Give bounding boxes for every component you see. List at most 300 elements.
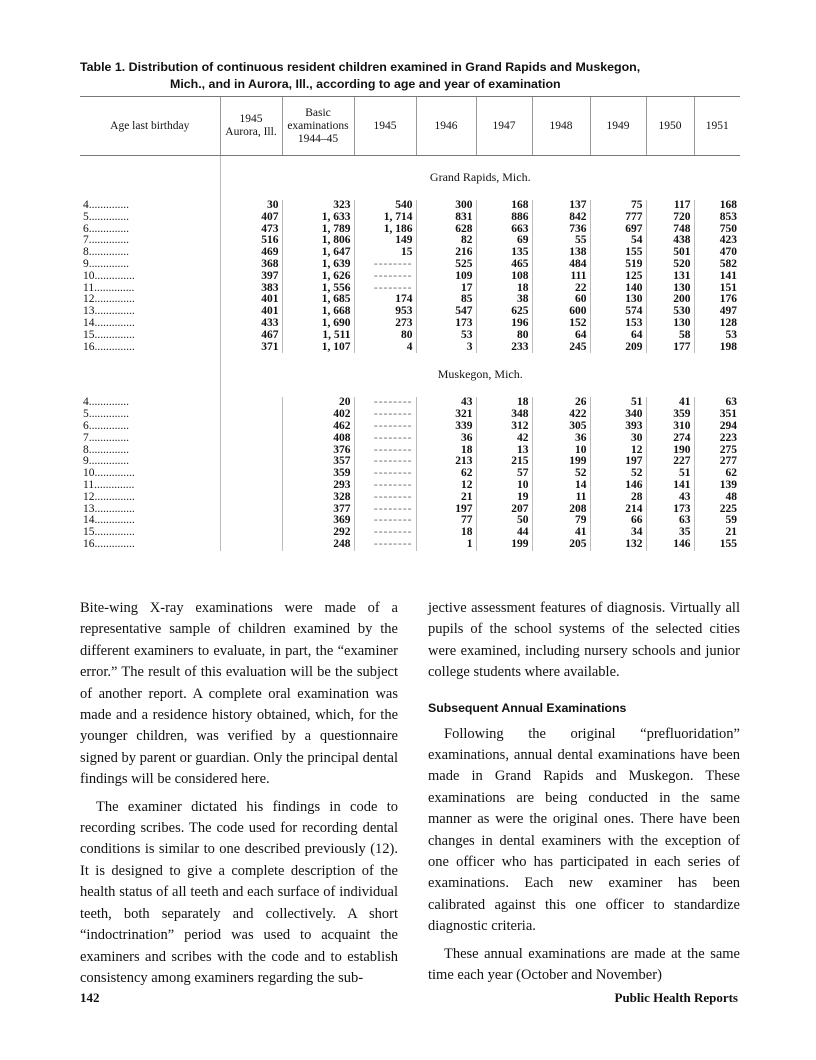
value-cell: 48 [694, 492, 740, 504]
age-cell: 12.............. [83, 293, 135, 306]
value-cell: 18 [476, 283, 532, 295]
value-cell: 407 [220, 212, 282, 224]
table-row [80, 492, 740, 504]
age-cell: 11.............. [83, 281, 135, 294]
value-cell: 1, 186 [354, 224, 416, 236]
value-cell: 376 [282, 445, 354, 457]
value-cell: 30 [220, 200, 282, 212]
value-cell: 520 [646, 259, 694, 271]
value-cell: 233 [476, 342, 532, 354]
value-cell: 152 [532, 318, 590, 330]
value-cell: 328 [282, 492, 354, 504]
value-cell: 300 [416, 200, 476, 212]
table-row [80, 259, 740, 271]
value-cell: 18 [416, 445, 476, 457]
value-cell: 57 [476, 468, 532, 480]
value-cell: 1, 690 [282, 318, 354, 330]
value-cell: 369 [282, 515, 354, 527]
value-cell: 519 [590, 259, 646, 271]
value-cell [220, 445, 282, 457]
value-cell: 540 [354, 200, 416, 212]
empty-cell [80, 353, 220, 397]
value-cell: -------- [354, 456, 416, 468]
age-cell: 4.............. [83, 199, 129, 211]
value-cell: 58 [646, 330, 694, 342]
column-header: Basic examinations 1944–45 [282, 97, 354, 156]
table-row [80, 342, 740, 354]
age-cell: 9.............. [83, 455, 129, 468]
value-cell: 625 [476, 306, 532, 318]
value-cell: 371 [220, 342, 282, 354]
table-row [80, 330, 740, 342]
value-cell: 173 [646, 504, 694, 516]
value-cell: 953 [354, 306, 416, 318]
value-cell: 174 [354, 294, 416, 306]
value-cell: 141 [646, 480, 694, 492]
age-cell: 8.............. [83, 443, 129, 456]
value-cell: 69 [476, 235, 532, 247]
value-cell: 208 [532, 504, 590, 516]
value-cell: 227 [646, 456, 694, 468]
value-cell: 383 [220, 283, 282, 295]
value-cell: 1, 668 [282, 306, 354, 318]
age-cell: 15.............. [83, 526, 135, 539]
table-row [80, 539, 740, 551]
value-cell: 22 [532, 283, 590, 295]
value-cell: 275 [694, 445, 740, 457]
value-cell: 348 [476, 409, 532, 421]
column-header: 1945 [354, 97, 416, 156]
age-cell: 5.............. [83, 210, 129, 223]
value-cell: 85 [416, 294, 476, 306]
column-header: Age last birthday [80, 97, 220, 156]
age-cell: 13.............. [83, 305, 135, 318]
value-cell: 359 [282, 468, 354, 480]
age-cell: 6.............. [83, 419, 129, 432]
value-cell: 1, 806 [282, 235, 354, 247]
value-cell: -------- [354, 468, 416, 480]
value-cell: -------- [354, 397, 416, 409]
value-cell: 853 [694, 212, 740, 224]
value-cell: 36 [532, 433, 590, 445]
value-cell: 530 [646, 306, 694, 318]
value-cell: 30 [590, 433, 646, 445]
value-cell: 736 [532, 224, 590, 236]
table-bottom-spacer [80, 551, 740, 565]
value-cell: 213 [416, 456, 476, 468]
value-cell: 777 [590, 212, 646, 224]
age-cell: 14.............. [83, 514, 135, 527]
value-cell: 497 [694, 306, 740, 318]
value-cell: 207 [476, 504, 532, 516]
value-cell: 10 [476, 480, 532, 492]
value-cell: 750 [694, 224, 740, 236]
value-cell: 248 [282, 539, 354, 551]
value-cell: 1, 789 [282, 224, 354, 236]
value-cell: -------- [354, 271, 416, 283]
journal-name: Public Health Reports [614, 990, 738, 1005]
value-cell: 41 [532, 527, 590, 539]
value-cell: 146 [646, 539, 694, 551]
data-table [80, 96, 740, 565]
value-cell: 137 [532, 200, 590, 212]
value-cell: -------- [354, 433, 416, 445]
value-cell: 177 [646, 342, 694, 354]
value-cell: 305 [532, 421, 590, 433]
value-cell: 62 [416, 468, 476, 480]
value-cell: 43 [416, 397, 476, 409]
value-cell: -------- [354, 515, 416, 527]
value-cell: 697 [590, 224, 646, 236]
value-cell: -------- [354, 445, 416, 457]
value-cell: 408 [282, 433, 354, 445]
value-cell: 600 [532, 306, 590, 318]
value-cell: 44 [476, 527, 532, 539]
right-text-column [428, 598, 740, 987]
value-cell: 80 [354, 330, 416, 342]
value-cell: 15 [354, 247, 416, 259]
value-cell: -------- [354, 539, 416, 551]
value-cell: 470 [694, 247, 740, 259]
value-cell: 574 [590, 306, 646, 318]
value-cell: 82 [416, 235, 476, 247]
value-cell: 1, 626 [282, 271, 354, 283]
value-cell: -------- [354, 492, 416, 504]
value-cell: 214 [590, 504, 646, 516]
value-cell: 79 [532, 515, 590, 527]
column-header: 1948 [532, 97, 590, 156]
value-cell [220, 504, 282, 516]
column-header: 1946 [416, 97, 476, 156]
value-cell: 17 [416, 283, 476, 295]
table-row [80, 318, 740, 330]
value-cell: 323 [282, 200, 354, 212]
value-cell: 312 [476, 421, 532, 433]
value-cell: 225 [694, 504, 740, 516]
value-cell: 128 [694, 318, 740, 330]
value-cell: 155 [694, 539, 740, 551]
value-cell: 438 [646, 235, 694, 247]
value-cell: 53 [416, 330, 476, 342]
value-cell: 1, 647 [282, 247, 354, 259]
value-cell: 1, 639 [282, 259, 354, 271]
value-cell: 433 [220, 318, 282, 330]
value-cell: 66 [590, 515, 646, 527]
value-cell: 50 [476, 515, 532, 527]
value-cell: 138 [532, 247, 590, 259]
value-cell [220, 527, 282, 539]
value-cell: 64 [532, 330, 590, 342]
value-cell: 54 [590, 235, 646, 247]
value-cell: 501 [646, 247, 694, 259]
value-cell: 20 [282, 397, 354, 409]
value-cell: 321 [416, 409, 476, 421]
value-cell: 1 [416, 539, 476, 551]
value-cell: 1, 556 [282, 283, 354, 295]
table-row [80, 271, 740, 283]
value-cell [220, 468, 282, 480]
table-row [80, 421, 740, 433]
value-cell: 111 [532, 271, 590, 283]
section-label: Grand Rapids, Mich. [220, 156, 740, 201]
value-cell: 155 [590, 247, 646, 259]
value-cell: 216 [416, 247, 476, 259]
value-cell [220, 515, 282, 527]
value-cell: 36 [416, 433, 476, 445]
value-cell: 75 [590, 200, 646, 212]
value-cell: 198 [694, 342, 740, 354]
value-cell: 274 [646, 433, 694, 445]
value-cell: 140 [590, 283, 646, 295]
value-cell: 51 [590, 397, 646, 409]
paragraph: These annual examinations are made at the same time each year (October and November) [428, 945, 740, 984]
column-header: 1949 [590, 97, 646, 156]
value-cell [220, 492, 282, 504]
value-cell [220, 421, 282, 433]
value-cell: 748 [646, 224, 694, 236]
value-cell: 168 [694, 200, 740, 212]
value-cell: 18 [416, 527, 476, 539]
value-cell: 473 [220, 224, 282, 236]
value-cell: 273 [354, 318, 416, 330]
value-cell: 10 [532, 445, 590, 457]
age-cell: 16.............. [83, 340, 135, 353]
age-cell: 12.............. [83, 490, 135, 503]
value-cell: 64 [590, 330, 646, 342]
age-cell: 10.............. [83, 467, 135, 480]
value-cell: 196 [476, 318, 532, 330]
value-cell: 199 [476, 539, 532, 551]
value-cell: 4 [354, 342, 416, 354]
value-cell: 62 [694, 468, 740, 480]
value-cell: 60 [532, 294, 590, 306]
age-cell: 4.............. [83, 396, 129, 409]
value-cell: 340 [590, 409, 646, 421]
table-title-line-1: Table 1. Distribution of continuous resident children examined in Grand Rapids and Muskegon, [80, 60, 641, 74]
value-cell: 368 [220, 259, 282, 271]
value-cell: 393 [590, 421, 646, 433]
value-cell: 52 [590, 468, 646, 480]
value-cell [220, 433, 282, 445]
value-cell: 19 [476, 492, 532, 504]
column-header: 1947 [476, 97, 532, 156]
value-cell: 223 [694, 433, 740, 445]
value-cell: 1, 633 [282, 212, 354, 224]
age-cell: 15.............. [83, 328, 135, 341]
table-title-line-2: Mich., and in Aurora, Ill., according to age and year of examination [170, 77, 561, 91]
value-cell: 294 [694, 421, 740, 433]
value-cell [220, 456, 282, 468]
table-row [80, 433, 740, 445]
value-cell: 43 [646, 492, 694, 504]
age-cell: 9.............. [83, 257, 129, 270]
value-cell: 465 [476, 259, 532, 271]
column-header: 1951 [694, 97, 740, 156]
value-cell: 109 [416, 271, 476, 283]
value-cell: 26 [532, 397, 590, 409]
value-cell: 199 [532, 456, 590, 468]
value-cell [220, 397, 282, 409]
age-cell: 8.............. [83, 246, 129, 259]
value-cell: 34 [590, 527, 646, 539]
value-cell: 292 [282, 527, 354, 539]
value-cell: 197 [416, 504, 476, 516]
value-cell: 168 [476, 200, 532, 212]
value-cell: 339 [416, 421, 476, 433]
value-cell: 402 [282, 409, 354, 421]
value-cell: -------- [354, 409, 416, 421]
table-row [80, 212, 740, 224]
value-cell: 209 [590, 342, 646, 354]
value-cell: 42 [476, 433, 532, 445]
value-cell: 582 [694, 259, 740, 271]
value-cell [220, 409, 282, 421]
value-cell: 293 [282, 480, 354, 492]
value-cell: 359 [646, 409, 694, 421]
value-cell: 21 [416, 492, 476, 504]
value-cell: 135 [476, 247, 532, 259]
value-cell: 12 [416, 480, 476, 492]
value-cell: 525 [416, 259, 476, 271]
age-cell: 11.............. [83, 478, 135, 491]
value-cell: 205 [532, 539, 590, 551]
value-cell: 401 [220, 294, 282, 306]
value-cell: 377 [282, 504, 354, 516]
value-cell: 21 [694, 527, 740, 539]
age-cell: 6.............. [83, 222, 129, 235]
value-cell: 14 [532, 480, 590, 492]
value-cell: 423 [694, 235, 740, 247]
value-cell: 131 [646, 271, 694, 283]
value-cell: 52 [532, 468, 590, 480]
value-cell: 12 [590, 445, 646, 457]
value-cell: -------- [354, 504, 416, 516]
column-header: 1950 [646, 97, 694, 156]
value-cell: 41 [646, 397, 694, 409]
value-cell: 1, 714 [354, 212, 416, 224]
age-cell: 7.............. [83, 431, 129, 444]
value-cell: 130 [646, 318, 694, 330]
value-cell: 310 [646, 421, 694, 433]
value-cell: 35 [646, 527, 694, 539]
value-cell: 13 [476, 445, 532, 457]
value-cell: 80 [476, 330, 532, 342]
value-cell: 357 [282, 456, 354, 468]
value-cell: 3 [416, 342, 476, 354]
value-cell: 28 [590, 492, 646, 504]
value-cell: 176 [694, 294, 740, 306]
value-cell: 351 [694, 409, 740, 421]
value-cell: 663 [476, 224, 532, 236]
value-cell: 117 [646, 200, 694, 212]
paragraph: The examiner dictated his findings in code to recording scribes. The code used for recording dental conditions is similar to one described previously (12). It is designed to give a complete description of the health status of all teeth and each surface of individual teeth, both separately and collectively. A short “indoctrination” period was used to acquaint the examiners and scribes with the code and to establish consistency among examiners regarding the sub- [80, 798, 398, 986]
section-heading: Subsequent Annual Examinations [428, 700, 627, 715]
left-text-column [80, 598, 398, 989]
value-cell: 200 [646, 294, 694, 306]
paragraph: jective assessment features of diagnosis. Virtually all pupils of the school systems of the selected cities were examined, including nursery schools and junior college students where available. [428, 600, 740, 681]
value-cell: 38 [476, 294, 532, 306]
paragraph: Bite-wing X-ray examinations were made of a representative sample of children examined by the different examiners to evaluate, in part, the “examiner error.” The result of this evaluation will be the subject of another report. A complete oral examination was made and a residence history obtained, which, for the younger children, was verified by a questionnaire signed by parent or guardian. Only the principal dental findings will be considered here. [80, 600, 398, 788]
value-cell: 190 [646, 445, 694, 457]
value-cell: 18 [476, 397, 532, 409]
value-cell: 467 [220, 330, 282, 342]
value-cell: 1, 685 [282, 294, 354, 306]
value-cell: 146 [590, 480, 646, 492]
value-cell: 53 [694, 330, 740, 342]
value-cell: 130 [646, 283, 694, 295]
value-cell: 151 [694, 283, 740, 295]
value-cell: 842 [532, 212, 590, 224]
value-cell: 125 [590, 271, 646, 283]
age-cell: 5.............. [83, 408, 129, 421]
value-cell: -------- [354, 259, 416, 271]
value-cell: -------- [354, 480, 416, 492]
value-cell: 59 [694, 515, 740, 527]
value-cell: 469 [220, 247, 282, 259]
value-cell: 516 [220, 235, 282, 247]
value-cell: 149 [354, 235, 416, 247]
value-cell: 141 [694, 271, 740, 283]
value-cell: 139 [694, 480, 740, 492]
value-cell: 108 [476, 271, 532, 283]
value-cell: 63 [694, 397, 740, 409]
value-cell: 245 [532, 342, 590, 354]
value-cell: 173 [416, 318, 476, 330]
value-cell: 462 [282, 421, 354, 433]
value-cell: 484 [532, 259, 590, 271]
value-cell [220, 539, 282, 551]
age-cell: 13.............. [83, 502, 135, 515]
age-cell: 16.............. [83, 537, 135, 550]
value-cell: 547 [416, 306, 476, 318]
value-cell: 720 [646, 212, 694, 224]
value-cell: 11 [532, 492, 590, 504]
table-title [80, 59, 640, 93]
value-cell: 1, 511 [282, 330, 354, 342]
empty-cell [80, 156, 220, 201]
value-cell: 63 [646, 515, 694, 527]
value-cell: 401 [220, 306, 282, 318]
value-cell: 831 [416, 212, 476, 224]
value-cell: 422 [532, 409, 590, 421]
value-cell: -------- [354, 421, 416, 433]
age-cell: 7.............. [83, 234, 129, 247]
value-cell [220, 480, 282, 492]
value-cell: 1, 107 [282, 342, 354, 354]
value-cell: 55 [532, 235, 590, 247]
age-cell: 10.............. [83, 269, 135, 282]
value-cell: -------- [354, 527, 416, 539]
value-cell: 397 [220, 271, 282, 283]
value-cell: 197 [590, 456, 646, 468]
paragraph: Following the original “prefluoridation” examinations, annual dental examinations have been made in Grand Rapids and Muskegon. These examinations are being conducted in the same manner as were the original ones. There have been changes in dental examiners with the exception of one officer who has participated in each series of examinations. Each new examiner has been calibrated against this one officer to standardize diagnostic criteria. [428, 725, 740, 935]
value-cell: 51 [646, 468, 694, 480]
table-row [80, 480, 740, 492]
value-cell: 132 [590, 539, 646, 551]
value-cell: 628 [416, 224, 476, 236]
section-label: Muskegon, Mich. [220, 353, 740, 397]
value-cell: 886 [476, 212, 532, 224]
value-cell: 77 [416, 515, 476, 527]
column-header: 1945 Aurora, Ill. [220, 97, 282, 156]
page-number: 142 [80, 990, 100, 1005]
value-cell: 130 [590, 294, 646, 306]
value-cell: 215 [476, 456, 532, 468]
value-cell: -------- [354, 283, 416, 295]
value-cell: 277 [694, 456, 740, 468]
value-cell: 153 [590, 318, 646, 330]
age-cell: 14.............. [83, 316, 135, 329]
